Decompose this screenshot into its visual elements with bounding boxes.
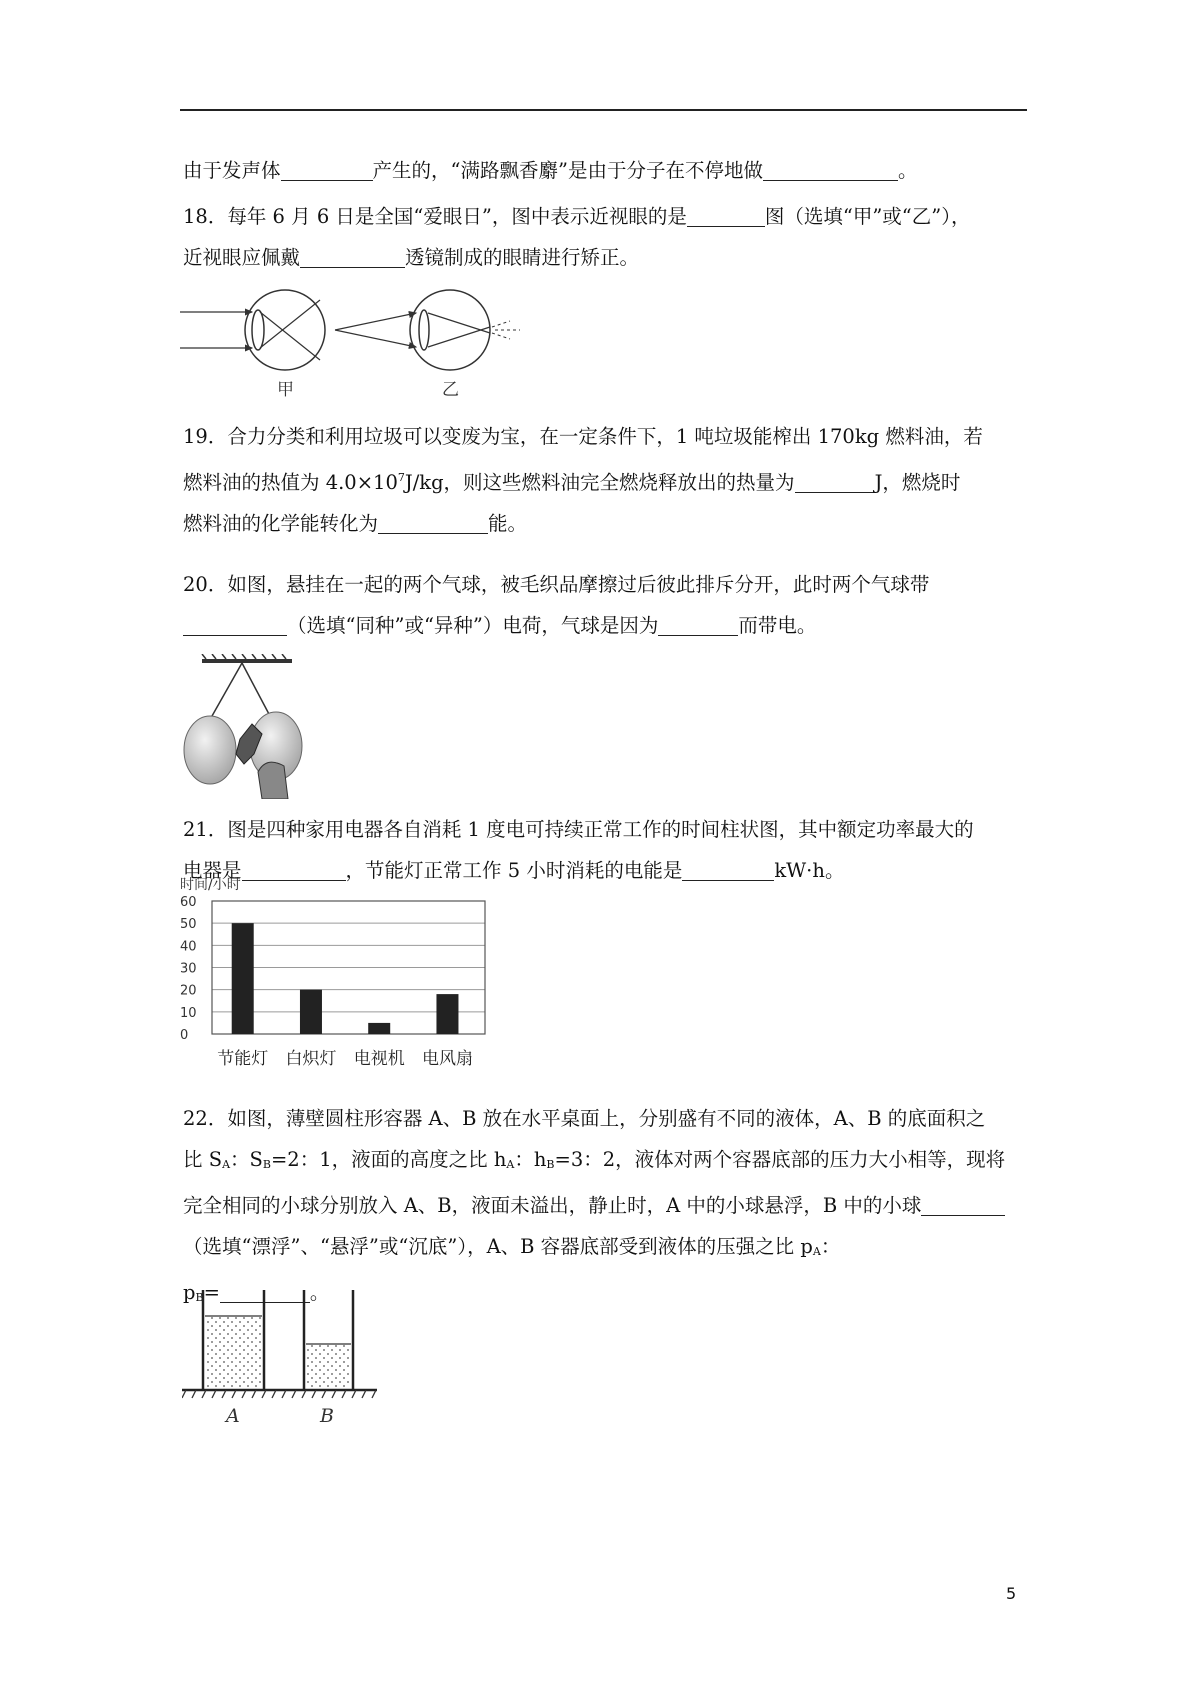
q19-blank-1[interactable] xyxy=(795,470,875,493)
eye-label-yi: 乙 xyxy=(442,380,459,400)
eye-jia xyxy=(180,290,325,370)
chart-ytick-label: 20 xyxy=(180,983,197,999)
q17-blank-2[interactable] xyxy=(763,158,898,181)
q19-text-5: 燃料油的化学能转化为 xyxy=(183,512,379,535)
chart-bar-4 xyxy=(436,994,458,1034)
q20-blank-1[interactable] xyxy=(183,613,287,636)
q22-text-5: ：h xyxy=(514,1148,547,1171)
q21-text-3: ，节能灯正常工作 5 小时消耗的电能是 xyxy=(345,859,683,882)
q22-text-12: 。 xyxy=(309,1281,330,1304)
chart-ytick-label: 10 xyxy=(180,1005,197,1021)
eye-label-jia: 甲 xyxy=(277,380,294,400)
chart-bar-3 xyxy=(368,1023,390,1034)
q17-tail xyxy=(183,150,1028,191)
q18-text-4: 透镜制成的眼睛进行矫正。 xyxy=(405,246,640,269)
q21-text-2: 电器是 xyxy=(183,859,242,882)
q22-text-7: 完全相同的小球分别放入 A、B，液面未溢出，静止时，A 中的小球悬浮，B 中的小球 xyxy=(183,1194,922,1217)
q19-text-6: 能。 xyxy=(488,512,528,535)
q21-blank-2[interactable] xyxy=(682,858,774,881)
q22-text-9: ： xyxy=(820,1235,841,1258)
chart-ytick-label: 50 xyxy=(180,917,197,933)
container-a xyxy=(203,1290,264,1390)
q17-text-3: 。 xyxy=(897,159,918,182)
q22-text-2: 比 S xyxy=(183,1148,223,1171)
hand xyxy=(258,762,288,799)
liquid-a xyxy=(205,1316,262,1390)
label-a: A xyxy=(226,1405,240,1427)
q22-text-11: = xyxy=(203,1281,220,1304)
chart-bar-2 xyxy=(300,990,322,1034)
q18-blank-1[interactable] xyxy=(687,204,765,227)
eye-diagram xyxy=(180,285,560,400)
q20-text-1: 20．如图，悬挂在一起的两个气球，被毛织品摩擦过后彼此排斥分开，此时两个气球带 xyxy=(183,573,930,596)
chart-ylabel: 时间/小时 xyxy=(180,877,241,893)
chart-ytick-label: 30 xyxy=(180,961,197,977)
q22-text-4: =2：1，液面的高度之比 h xyxy=(270,1148,507,1171)
q22-text-10: p xyxy=(183,1281,196,1304)
container-b xyxy=(304,1290,353,1390)
q18-text-3: 近视眼应佩戴 xyxy=(183,246,301,269)
q17-text-2: 产生的，“满路飘香麝”是由于分子在不停地做 xyxy=(372,159,763,182)
q20-text-3: 而带电。 xyxy=(738,614,817,637)
chart-category-label: 电视机 xyxy=(353,1049,405,1069)
question-19 xyxy=(183,416,1028,544)
q18-text-1: 18．每年 6 月 6 日是全国“爱眼日”，图中表示近视眼的是 xyxy=(183,205,687,228)
q22-sub-hb: B xyxy=(546,1158,555,1171)
bar-chart xyxy=(180,873,495,1078)
q19-text-2: 燃料油的热值为 4.0×10 xyxy=(183,471,398,494)
q18-blank-2[interactable] xyxy=(300,245,405,268)
q21-text-1: 21．图是四种家用电器各自消耗 1 度电可持续正常工作的时间柱状图，其中额定功率最大的 xyxy=(183,818,974,841)
q21-text-4: kW·h。 xyxy=(774,859,845,882)
q22-sub-pa: A xyxy=(812,1245,821,1258)
string-left xyxy=(212,663,242,716)
containers-figure xyxy=(182,1288,382,1438)
q19-text-4: J，燃烧时 xyxy=(874,471,961,494)
chart-category-label: 节能灯 xyxy=(217,1049,269,1069)
question-20 xyxy=(183,564,1028,646)
q22-sub-sa: A xyxy=(222,1158,231,1171)
q22-blank-1[interactable] xyxy=(921,1193,1005,1216)
q19-text-3: J/kg，则这些燃料油完全燃烧释放出的热量为 xyxy=(404,471,795,494)
q20-text-2: （选填“同种”或“异种”）电荷，气球是因为 xyxy=(287,614,659,637)
question-18 xyxy=(183,196,1028,278)
q19-text-1: 19．合力分类和利用垃圾可以变废为宝，在一定条件下，1 吨垃圾能榨出 170kg 燃料油，若 xyxy=(183,425,983,448)
balloon-left xyxy=(184,716,236,784)
q22-text-8: （选填“漂浮”、“悬浮”或“沉底”），A、B 容器底部受到液体的压强之比 p xyxy=(183,1235,813,1258)
q22-text-3: ：S xyxy=(230,1148,263,1171)
string-right xyxy=(242,663,270,716)
q22-sub-pb: B xyxy=(195,1291,204,1304)
chart-category-label: 电风扇 xyxy=(421,1049,473,1069)
q20-blank-2[interactable] xyxy=(658,613,738,636)
q22-text-1: 22．如图，薄壁圆柱形容器 A、B 放在水平桌面上，分别盛有不同的液体，A、B 的底面积之 xyxy=(183,1107,986,1130)
q17-blank-1[interactable] xyxy=(281,158,373,181)
liquid-b xyxy=(306,1344,351,1390)
q22-sub-ha: A xyxy=(506,1158,515,1171)
chart-bar-1 xyxy=(232,923,254,1034)
q17-text-1: 由于发声体 xyxy=(183,159,281,182)
q18-text-2: 图（选填“甲”或“乙”）， xyxy=(764,205,971,228)
chart-ytick-label: 60 xyxy=(180,895,197,910)
header-rule xyxy=(180,109,1027,111)
q22-text-6: =3：2，液体对两个容器底部的压力大小相等，现将 xyxy=(554,1148,1006,1171)
q19-exponent: 7 xyxy=(397,471,405,484)
chart-ytick-label: 0 xyxy=(180,1028,189,1043)
chart-ytick-label: 40 xyxy=(180,939,197,955)
balloons-figure xyxy=(180,654,330,799)
chart-category-label: 白炽灯 xyxy=(285,1049,337,1069)
q19-blank-2[interactable] xyxy=(378,511,488,534)
label-b: B xyxy=(320,1405,334,1427)
q22-sub-sb: B xyxy=(262,1158,271,1171)
question-22 xyxy=(183,1098,1028,1318)
page-number: 5 xyxy=(1006,1584,1017,1603)
eye-yi xyxy=(335,290,520,370)
